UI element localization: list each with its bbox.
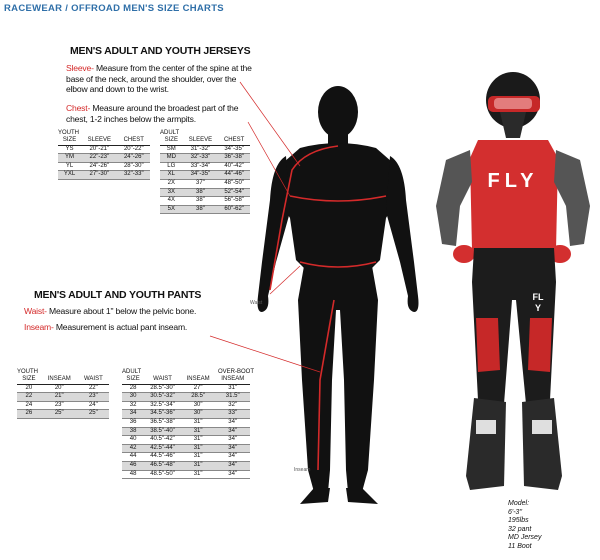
right-boot: [522, 398, 562, 490]
column-header: INSEAM: [215, 376, 250, 384]
table-cell: 21": [41, 393, 78, 402]
table-cell: 31"-32": [183, 145, 219, 154]
table-cell: 37": [183, 179, 219, 188]
table-cell: 20: [17, 384, 41, 393]
silhouette: [258, 86, 419, 504]
table-cell: 22: [17, 393, 41, 402]
column-header: SLEEVE: [183, 137, 219, 145]
sleeve-text: Measure from the center of the spine at the base of the neck, around the shoulder, over the elbow and down to the wrist.: [66, 63, 252, 95]
column-header: CHEST: [218, 137, 250, 145]
column-header: SIZE: [160, 137, 183, 145]
jersey-youth-table: [58, 137, 150, 180]
table-cell: 20"-22": [118, 145, 150, 154]
model-rider-image: [430, 70, 600, 510]
table-cell: MD: [160, 154, 183, 163]
table-cell: 2X: [160, 179, 183, 188]
table-cell: 34"-35": [218, 145, 250, 154]
table-row: [17, 393, 109, 402]
table-cell: 32"-33": [118, 171, 150, 180]
table-row: [58, 171, 150, 180]
table-cell: 48"-50": [218, 179, 250, 188]
table-cell: 30.5"-32": [144, 393, 181, 402]
table-cell: 25": [78, 410, 109, 419]
table-row: [17, 384, 109, 393]
table-cell: 48.5"-50": [144, 470, 181, 479]
sleeve-term: Sleeve-: [66, 63, 94, 73]
table-row: [17, 410, 109, 419]
table-cell: 48: [122, 470, 144, 479]
table-cell: 20": [41, 384, 78, 393]
table-cell: 34": [215, 453, 250, 462]
table-cell: 32"-33": [183, 154, 219, 163]
jersey-body: [470, 140, 558, 250]
model-info-line: 6'-3": [508, 508, 522, 516]
jersey-logo: FLY: [487, 170, 539, 192]
table-cell: 26: [17, 410, 41, 419]
table-cell: 38": [183, 188, 219, 197]
table-cell: YXL: [58, 171, 81, 180]
column-header: CHEST: [118, 137, 150, 145]
table-cell: 40.5"-42": [144, 436, 181, 445]
column-header: SLEEVE: [81, 137, 117, 145]
table-cell: SM: [160, 145, 183, 154]
table-cell: 44"-46": [218, 171, 250, 180]
pants-youth-table: [17, 376, 109, 419]
table-cell: 28.5": [181, 393, 216, 402]
table-cell: 34": [215, 470, 250, 479]
table-cell: 28: [122, 384, 144, 393]
table-row: [58, 145, 150, 154]
table-cell: 33": [215, 410, 250, 419]
left-boot: [466, 398, 506, 490]
table-cell: 31": [181, 470, 216, 479]
table-cell: 46.5"-48": [144, 461, 181, 470]
table-cell: 28"-30": [118, 162, 150, 171]
column-header: SIZE: [58, 137, 81, 145]
table-cell: 44: [122, 453, 144, 462]
table-cell: 42.5"-44": [144, 444, 181, 453]
table-cell: 38.5"-40": [144, 427, 181, 436]
table-cell: 23": [41, 401, 78, 410]
pants-overboot-caption: OVER-BOOT: [218, 369, 255, 375]
table-cell: 34.5"-36": [144, 410, 181, 419]
table-cell: 42: [122, 444, 144, 453]
table-cell: 34": [215, 427, 250, 436]
inseam-figure-label: Inseam: [294, 467, 311, 473]
table-cell: 4X: [160, 197, 183, 206]
table-cell: 36"-38": [218, 154, 250, 163]
table-cell: 27": [181, 384, 216, 393]
table-cell: 34": [215, 444, 250, 453]
table-cell: 30": [181, 410, 216, 419]
page-header: RACEWEAR / OFFROAD MEN'S SIZE CHARTS: [4, 3, 224, 14]
table-cell: XL: [160, 171, 183, 180]
table-cell: 34": [215, 461, 250, 470]
table-cell: 24"-26": [118, 154, 150, 163]
table-cell: 34"-35": [183, 171, 219, 180]
waist-text: Measure about 1" below the pelvic bone.: [46, 306, 197, 316]
model-info-line: 32 pant: [508, 525, 532, 533]
table-cell: 31": [181, 461, 216, 470]
table-cell: 31.5": [215, 393, 250, 402]
table-cell: 22": [78, 384, 109, 393]
waist-figure-label: Waist: [250, 300, 263, 306]
table-cell: 27"-30": [81, 171, 117, 180]
table-cell: 44.5"-46": [144, 453, 181, 462]
pant-logo: FLY: [532, 292, 544, 313]
table-row: [17, 401, 109, 410]
model-info: [508, 500, 541, 552]
table-cell: 32: [122, 401, 144, 410]
pants-youth-caption: YOUTH: [17, 369, 38, 375]
table-cell: 38": [183, 205, 219, 214]
table-cell: 24": [78, 401, 109, 410]
model-info-line: 195lbs: [508, 517, 529, 525]
table-cell: 3X: [160, 188, 183, 197]
table-cell: 31": [181, 444, 216, 453]
table-cell: 30": [181, 401, 216, 410]
table-cell: 5X: [160, 205, 183, 214]
jersey-left-sleeve: [436, 150, 472, 246]
table-cell: 20"-21": [81, 145, 117, 154]
table-cell: 25": [41, 410, 78, 419]
column-header: SIZE: [122, 376, 144, 384]
table-cell: 31": [181, 436, 216, 445]
table-cell: 24: [17, 401, 41, 410]
body-silhouette-figure: [150, 70, 450, 510]
table-cell: 28.5"-30": [144, 384, 181, 393]
table-cell: 23": [78, 393, 109, 402]
table-cell: 56"-58": [218, 197, 250, 206]
table-cell: 31": [215, 384, 250, 393]
table-cell: 34": [215, 436, 250, 445]
table-cell: 46: [122, 461, 144, 470]
inseam-term: Inseam-: [24, 322, 54, 332]
table-row: [58, 162, 150, 171]
table-cell: 32.5"-34": [144, 401, 181, 410]
table-cell: 34: [122, 410, 144, 419]
inseam-text: Measurement is actual pant inseam.: [53, 322, 188, 332]
column-header: SIZE: [17, 376, 41, 384]
chest-term: Chest-: [66, 103, 91, 113]
table-cell: 24"-26": [81, 162, 117, 171]
model-info-line: MD Jersey: [508, 534, 542, 542]
table-cell: YL: [58, 162, 81, 171]
helmet: [486, 72, 540, 138]
model-info-line: 11 Boot: [508, 542, 532, 550]
table-cell: 31": [181, 418, 216, 427]
table-cell: 52"-54": [218, 188, 250, 197]
table-cell: LG: [160, 162, 183, 171]
jersey-adult-caption: ADULT: [160, 130, 180, 136]
jersey-youth-caption: YOUTH: [58, 130, 79, 136]
table-cell: 36.5"-38": [144, 418, 181, 427]
table-cell: 34": [215, 418, 250, 427]
table-cell: 40: [122, 436, 144, 445]
table-cell: 38": [183, 197, 219, 206]
table-cell: 60"-62": [218, 205, 250, 214]
column-header: INSEAM: [181, 376, 216, 384]
table-cell: 31": [181, 427, 216, 436]
column-header: INSEAM: [41, 376, 78, 384]
table-cell: 40"-42": [218, 162, 250, 171]
table-cell: YS: [58, 145, 81, 154]
table-cell: 22"-23": [81, 154, 117, 163]
jerseys-title: MEN'S ADULT AND YOUTH JERSEYS: [70, 45, 251, 57]
table-cell: 31": [181, 453, 216, 462]
table-cell: 30: [122, 393, 144, 402]
table-cell: 38: [122, 427, 144, 436]
chest-text: Measure around the broadest part of the chest, 1-2 inches below the armpits.: [66, 103, 239, 124]
column-header: WAIST: [144, 376, 181, 384]
model-info-line: Model:: [508, 500, 530, 507]
table-cell: 36: [122, 418, 144, 427]
waist-term: Waist-: [24, 306, 47, 316]
column-header: WAIST: [78, 376, 109, 384]
table-row: [58, 154, 150, 163]
pants-title: MEN'S ADULT AND YOUTH PANTS: [34, 289, 202, 301]
pants-adult-caption: ADULT: [122, 369, 142, 375]
table-cell: 33"-34": [183, 162, 219, 171]
table-cell: 32": [215, 401, 250, 410]
jersey-right-sleeve: [554, 150, 590, 246]
table-cell: YM: [58, 154, 81, 163]
